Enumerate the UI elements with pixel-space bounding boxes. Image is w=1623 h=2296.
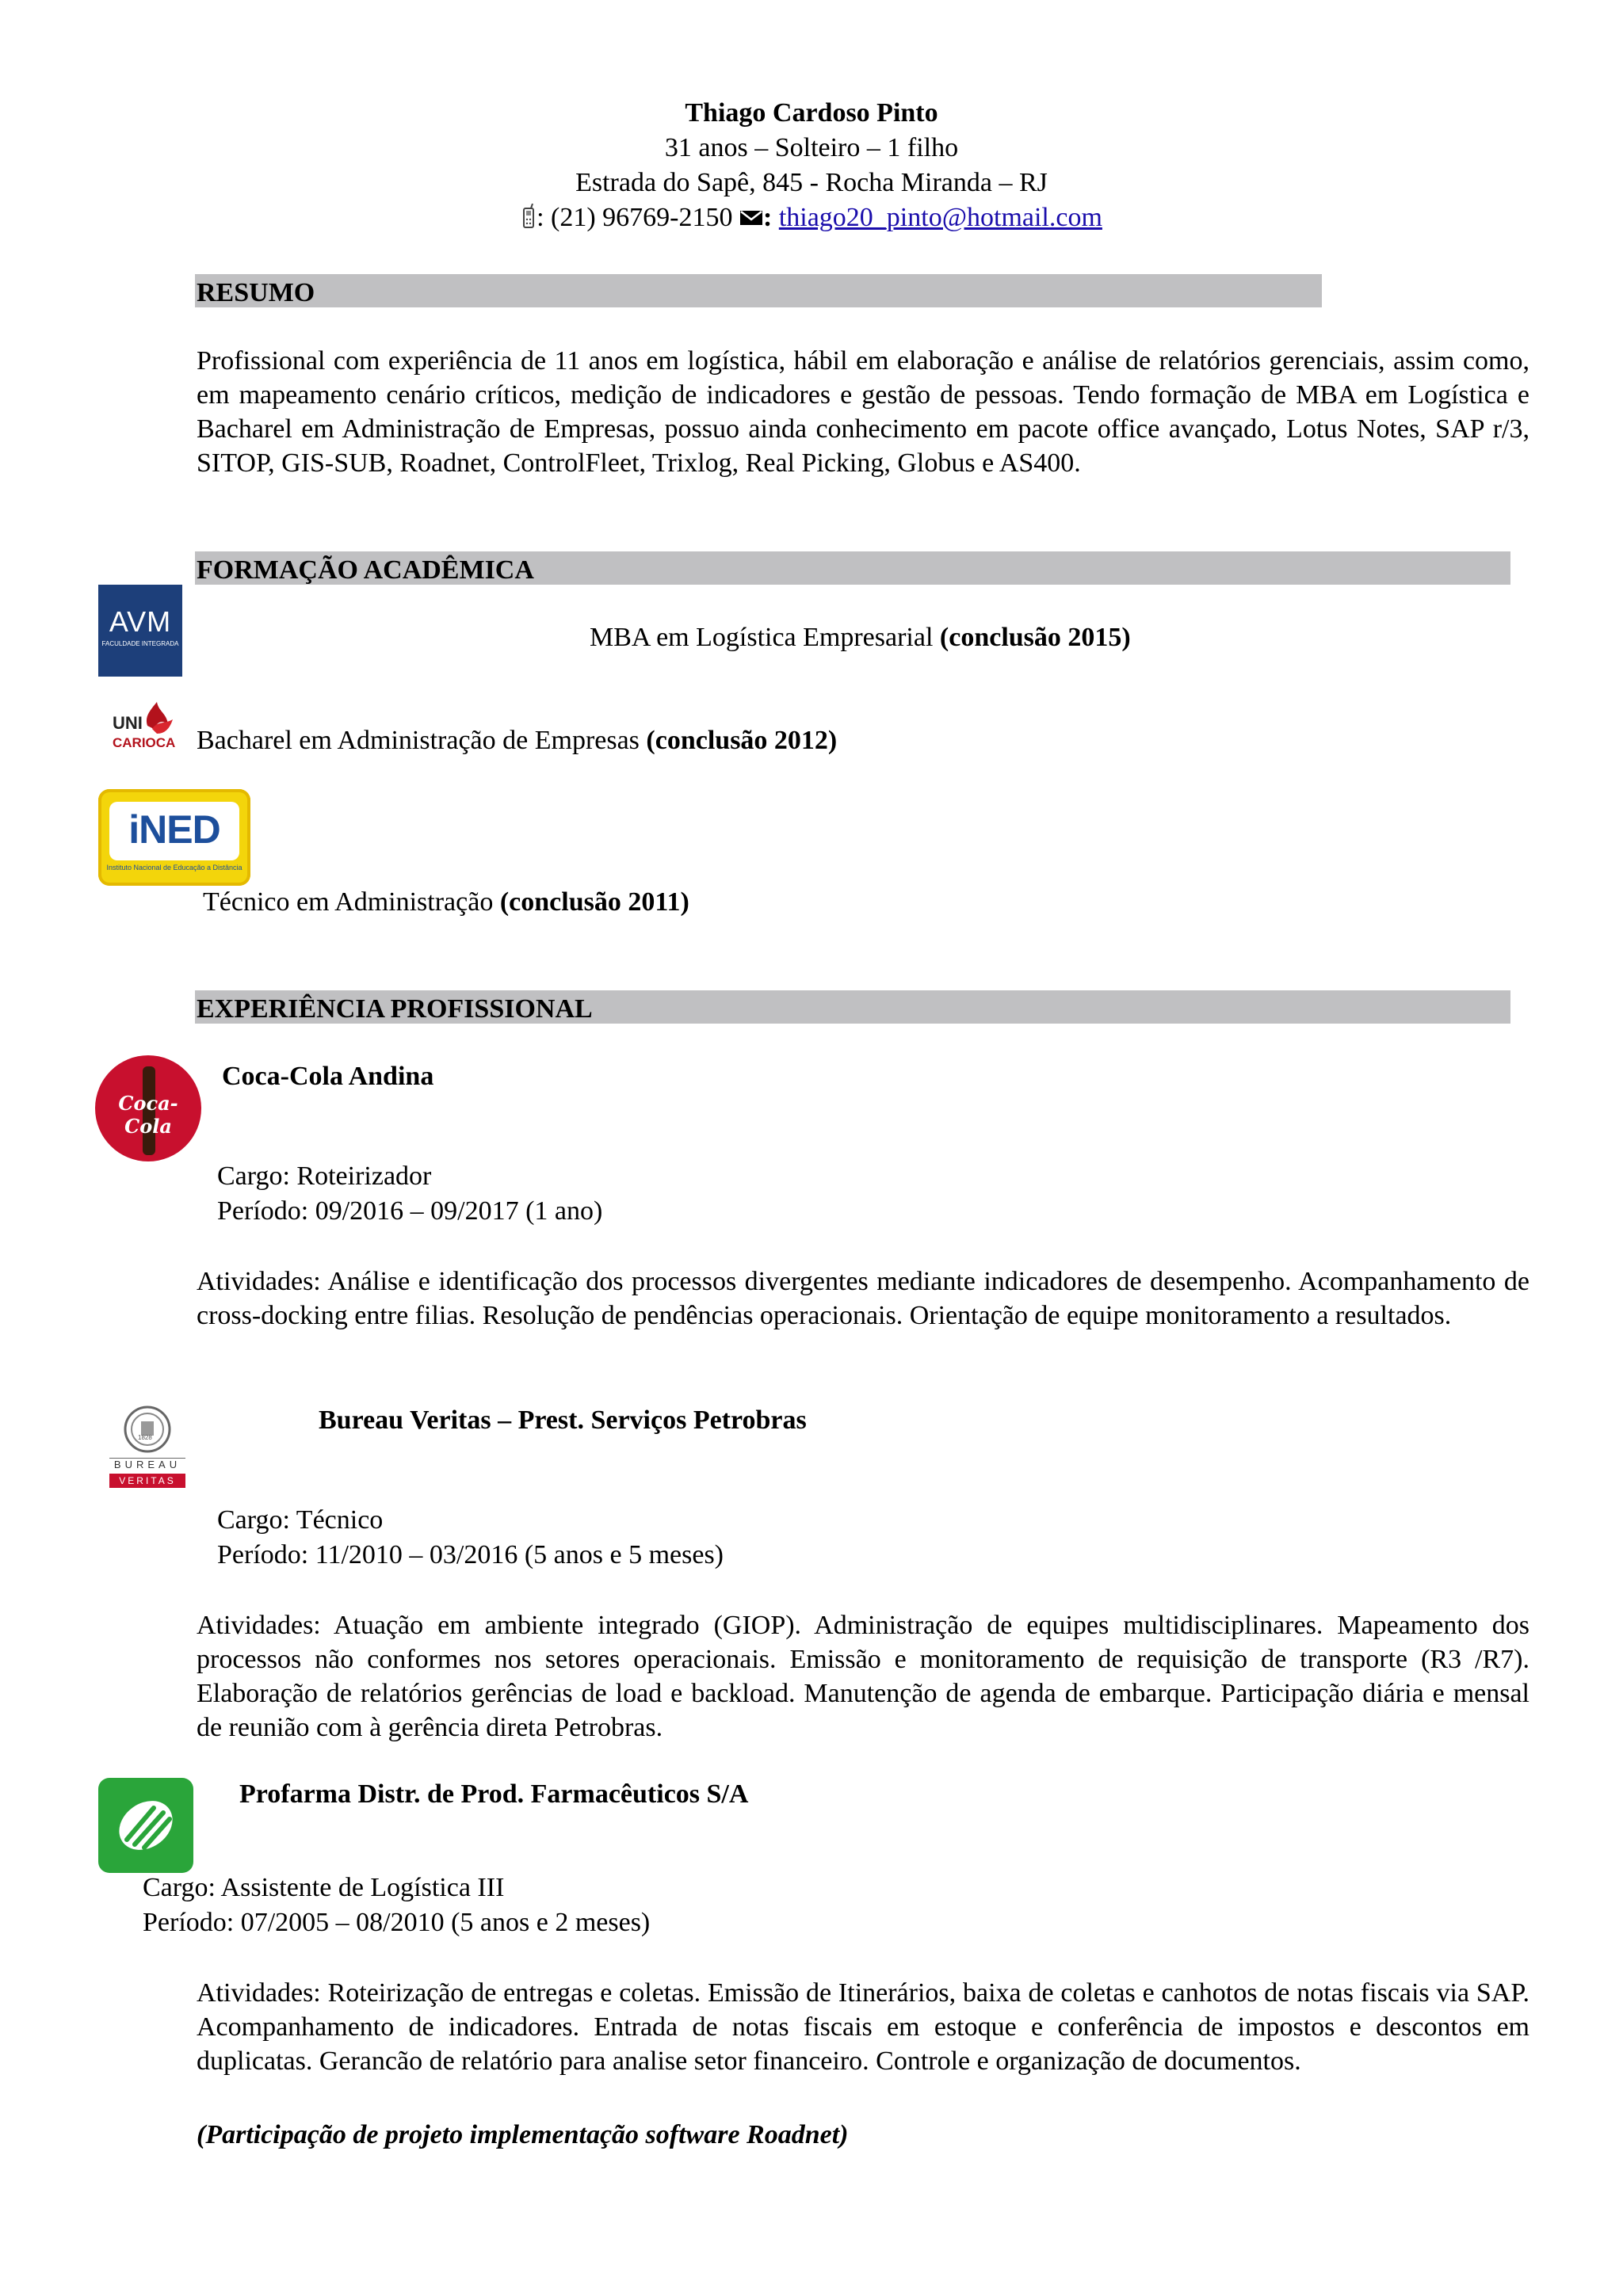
avm-logo-sub: FACULDADE INTEGRADA <box>101 640 179 647</box>
avm-logo-text: AVM <box>109 605 172 638</box>
education-tecnico-conclusion: (conclusão 2011) <box>499 887 689 917</box>
job-bv-company: Bureau Veritas – Prest. Serviços Petrobras <box>319 1405 807 1435</box>
job-profarma-company: Profarma Distr. de Prod. Farmacêuticos S/A <box>239 1779 749 1809</box>
job-bv-atividades: Atividades: Atuação em ambiente integrado (GIOP). Administração de equipes multidisciplinares. Mapeamento dos processos não conformes nos setores operacionais. Emissão e monitoramento de requisição de transporte (R3 /R7). Elaboração de relatórios gerências de load e backload. Manutenção de agenda de embarque. Participação diária e mensal de reunião com à gerência direta Petrobras. <box>197 1611 1529 1742</box>
job-bv-cargo: Cargo: Técnico <box>217 1505 384 1535</box>
job-coca-company: Coca-Cola Andina <box>222 1062 434 1091</box>
seal-icon <box>106 1405 189 1456</box>
ined-logo-sub: Instituto Nacional de Educação a Distância <box>106 864 242 871</box>
education-bacharel <box>197 726 837 756</box>
education-bacharel-course: Bacharel em Administração de Empresas <box>197 726 647 755</box>
ined-logo-text: iNED <box>128 807 220 852</box>
address: Estrada do Sapê, 845 - Rocha Miranda – RJ <box>575 168 1048 197</box>
personal-info: 31 anos – Solteiro – 1 filho <box>664 133 959 162</box>
candidate-name: Thiago Cardoso Pinto <box>685 98 938 128</box>
section-resumo: RESUMO <box>195 274 1322 307</box>
education-mba-course: MBA em Logística Empresarial <box>590 623 940 652</box>
envelope-icon <box>739 204 763 235</box>
hand-icon <box>98 1778 193 1873</box>
coca-cola-logo <box>95 1055 201 1161</box>
ined-logo <box>98 789 250 886</box>
job-profarma-periodo: Período: 07/2005 – 08/2010 (5 anos e 2 meses) <box>143 1908 651 1937</box>
education-mba-conclusion: (conclusão 2015) <box>939 623 1131 652</box>
bureau-veritas-text-1: BUREAU <box>109 1458 185 1470</box>
resumo-text: Profissional com experiência de 11 anos em logística, hábil em elaboração e análise de relatórios gerenciais, assim como, em mapeamento cenário críticos, medição de indicadores e gestão de pessoas. Tendo formação de MBA em Logística e Bacharel em Administração de Empresas, possuo ainda conhecimento em pacote office avançado, Lotus Notes, SAP r/3, SITOP, GIS-SUB, Roadnet, ControlFleet, Trixlog, Real Picking, Globus e AS400. <box>197 346 1529 478</box>
phone-icon <box>521 204 537 236</box>
job-profarma-cargo: Cargo: Assistente de Logística III <box>143 1873 505 1902</box>
education-bacharel-conclusion: (conclusão 2012) <box>646 726 838 755</box>
job-coca-cargo: Cargo: Roteirizador <box>217 1161 432 1191</box>
bureau-veritas-logo <box>106 1405 189 1493</box>
unicarioca-logo-text-1: UNI <box>113 713 143 733</box>
job-coca-atividades: Atividades: Análise e identificação dos processos divergentes mediante indicadores de desempenho. Acompanhamento de cross-docking entre filias. Resolução de pendências operacionais. Orientação de equipe monitoramento a resultados. <box>197 1267 1529 1330</box>
job-profarma-atividades: Atividades: Roteirização de entregas e coletas. Emissão de Itinerários, baixa de coletas e canhotos de notas fiscais via SAP. Acompanhamento de indicadores. Entrada de notas fiscais em estoque e conferência de impostos e descontos em duplicatas. Gerancão de relatório para analise setor financeiro. Controle e organização de documentos. <box>197 1978 1529 2076</box>
job-bv-periodo: Período: 11/2010 – 03/2016 (5 anos e 5 meses) <box>217 1540 724 1569</box>
education-tecnico <box>203 887 689 917</box>
coca-cola-logo-text: Coca-Cola <box>118 1092 178 1138</box>
email-link[interactable]: thiago20_pinto@hotmail.com <box>778 203 1102 232</box>
profarma-logo <box>98 1778 193 1873</box>
contact-line <box>0 203 1623 236</box>
section-experiencia: EXPERIÊNCIA PROFISSIONAL <box>195 990 1510 1024</box>
bureau-veritas-year: 1828 <box>138 1434 152 1441</box>
phone-number: : (21) 96769-2150 <box>537 203 733 232</box>
education-tecnico-course: Técnico em Administração <box>203 887 500 917</box>
education-mba <box>590 623 1131 653</box>
avm-logo <box>98 585 182 677</box>
job-coca-periodo: Período: 09/2016 – 09/2017 (1 ano) <box>217 1196 603 1226</box>
unicarioca-logo-text-2: CARIOCA <box>113 735 176 750</box>
email-label: : <box>762 203 773 232</box>
job-profarma-projeto: (Participação de projeto implementação software Roadnet) <box>197 2120 849 2149</box>
section-formacao: FORMAÇÃO ACADÊMICA <box>195 551 1510 585</box>
unicarioca-logo <box>109 692 182 765</box>
bureau-veritas-text-2: VERITAS <box>109 1474 185 1488</box>
